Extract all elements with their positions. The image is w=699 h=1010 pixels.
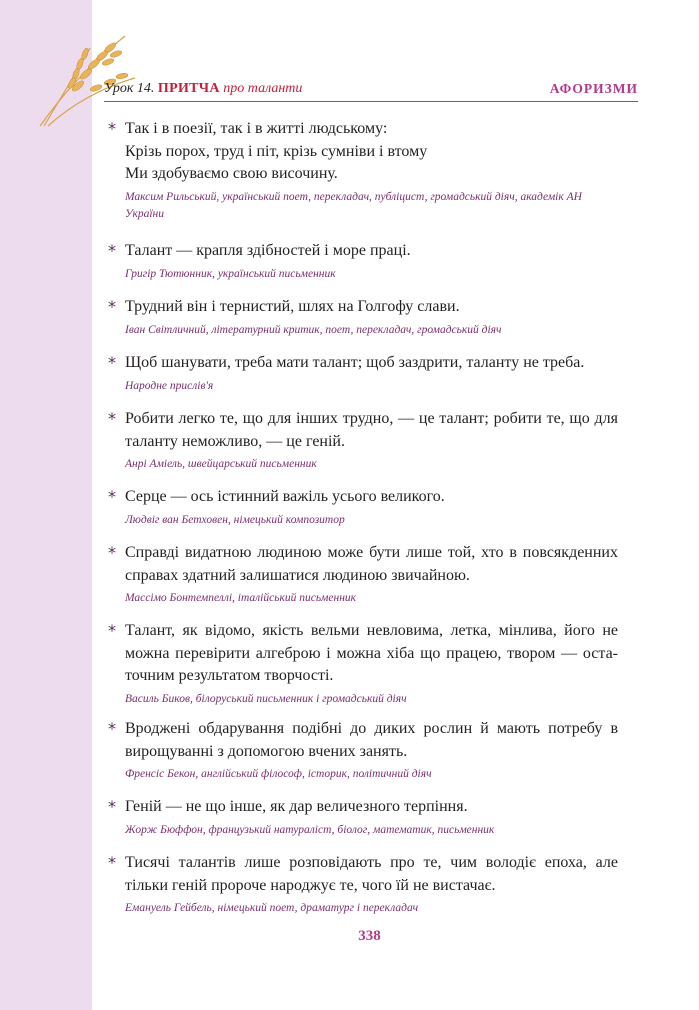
- quote-line: справах здатний залишатися людиною звичайною.: [125, 566, 470, 584]
- quote-line: Крізь порох, труд і піт, крізь сумніви і втому: [125, 142, 428, 160]
- quote-line: таланту неможливо, — це геній.: [125, 432, 345, 450]
- quote-author: Емануель Гейбель, німецький поет, драматург і перекладач: [125, 902, 419, 914]
- quote-author: Іван Світличний, літературний критик, поет, перекладач, громадський діяч: [125, 323, 502, 336]
- lesson-title: ПРИТЧА: [157, 81, 220, 96]
- lesson-number: Урок 14.: [104, 81, 155, 96]
- asterisk-bullet-icon: *: [108, 719, 116, 738]
- header-rule: [104, 101, 638, 102]
- quote-line: Трудний він і тернистий, шлях на Голгофу слави.: [125, 298, 460, 315]
- quote-text: [125, 486, 618, 509]
- quote-text: [125, 352, 618, 375]
- quote-author: Василь Биков, білоруський письменник і громадський діяч: [125, 692, 407, 705]
- quote-line: точним результатом творчості.: [125, 667, 334, 684]
- quote-item: [108, 542, 618, 607]
- quote-author: Григір Тютюнник, український письменник: [125, 267, 336, 280]
- quote-author: Людвіг ван Бетховен, німецький композитор: [125, 513, 345, 526]
- quote-line: Вроджені обдарування подібні до диких рослин й мають потребу в: [125, 720, 618, 737]
- quote-item: [108, 352, 618, 395]
- quote-author: Жорж Бюффон, французький натураліст, біолог, математик, письменник: [125, 823, 495, 836]
- quote-line: Серце — ось істинний важіль усього великого.: [125, 488, 445, 505]
- quote-author: Народне прислів'я: [125, 379, 214, 392]
- page-number: 338: [358, 928, 381, 944]
- quote-line: тільки геній пророче народжує те, чого їй не вистачає.: [125, 876, 496, 894]
- quote-item: [108, 118, 618, 223]
- quote-item: [108, 718, 618, 783]
- asterisk-bullet-icon: *: [108, 409, 116, 428]
- quote-text: [125, 718, 618, 763]
- quote-line: Геній — не що інше, як дар величезного терпіння.: [125, 798, 468, 815]
- quote-line: Ми здобуваємо свою височину.: [125, 165, 338, 182]
- quote-item: [108, 796, 618, 839]
- wheat-icon: [30, 28, 140, 128]
- asterisk-bullet-icon: *: [108, 119, 116, 138]
- quote-line: можна перевірити алгеброю і можна хіба що працею, твором — оста-: [125, 644, 618, 662]
- quote-text: [125, 542, 618, 587]
- asterisk-bullet-icon: *: [108, 487, 116, 506]
- lesson-subtitle: про таланти: [223, 81, 303, 96]
- asterisk-bullet-icon: *: [108, 353, 116, 372]
- quote-text: [125, 796, 618, 819]
- quote-line: Талант — крапля здібностей і море праці.: [125, 242, 411, 259]
- quote-text: [125, 620, 618, 688]
- asterisk-bullet-icon: *: [108, 297, 116, 316]
- quote-item: [108, 852, 618, 917]
- asterisk-bullet-icon: *: [108, 797, 116, 816]
- quote-item: [108, 620, 618, 708]
- lesson-label: [104, 81, 302, 97]
- asterisk-bullet-icon: *: [108, 621, 116, 640]
- quote-line: Робити легко те, що для інших трудно, — це талант; робити те, що для: [125, 410, 618, 427]
- quote-item: [108, 240, 618, 283]
- quote-text: [125, 296, 618, 319]
- quote-author: Анрі Аміель, швейцарський письменник: [125, 458, 317, 470]
- quote-author: Френсіс Бекон, англійський філософ, історик, політичний діяч: [125, 768, 432, 780]
- quote-author: Максим Рильський, український поет, перекладач, публіцист, громадський діяч, академік АН України: [125, 190, 582, 220]
- quote-line: Так і в поезії, так і в житті людському:: [125, 120, 388, 137]
- quote-item: [108, 296, 618, 339]
- quote-item: [108, 408, 618, 473]
- quote-author: Массімо Бонтемпеллі, італійський письменник: [125, 592, 357, 604]
- page-header: [104, 80, 638, 100]
- quote-line: вирощуванні з допомогою вчених занять.: [125, 742, 408, 760]
- section-title: АФОРИЗМИ: [549, 81, 638, 96]
- asterisk-bullet-icon: *: [108, 543, 116, 562]
- quote-text: [125, 408, 618, 453]
- quote-line: Талант, як відомо, якість вельми невловима, летка, мінлива, його не: [125, 622, 618, 639]
- quote-text: [125, 118, 618, 186]
- quote-text: [125, 852, 618, 897]
- page-sidebar: [0, 0, 92, 1010]
- quote-line: Щоб шанувати, треба мати талант; щоб заздрити, таланту не треба.: [125, 354, 585, 371]
- quote-line: Справді видатною людиною може бути лише той, хто в повсякденних: [125, 544, 618, 561]
- quote-text: [125, 240, 618, 263]
- asterisk-bullet-icon: *: [108, 853, 116, 872]
- quote-line: Тисячі талантів лише розповідають про те, чим володіє епоха, але: [125, 854, 618, 871]
- quote-item: [108, 486, 618, 529]
- asterisk-bullet-icon: *: [108, 241, 116, 260]
